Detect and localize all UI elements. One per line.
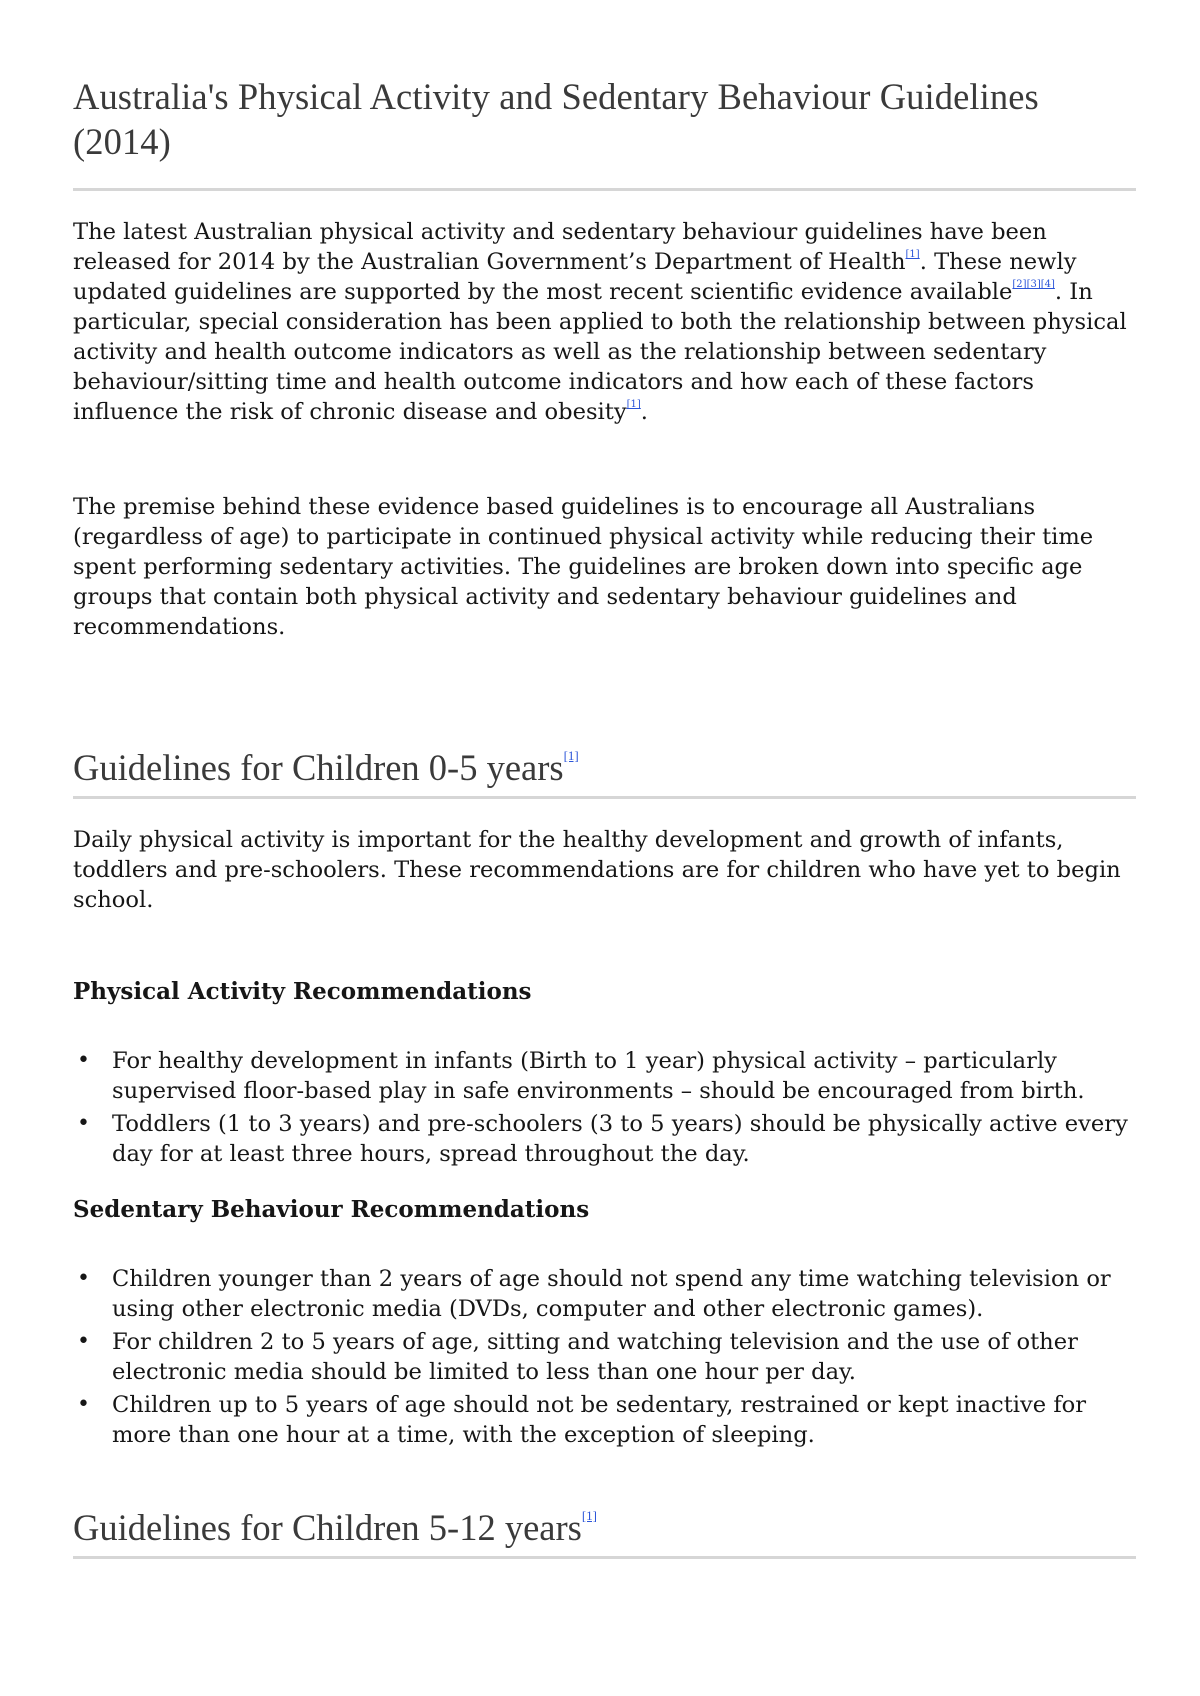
section-heading-children-0-5 (73, 745, 1136, 790)
list-item-text: Toddlers (1 to 3 years) and pre-schoolers (3 to 5 years) should be physically active every day for at least three hours, spread throughout the day. (112, 1111, 1128, 1167)
citation-link-2-3-4[interactable]: [2][3][4] (1012, 279, 1055, 290)
section-heading-children-5-12 (73, 1505, 1136, 1550)
intro-paragraph-2: The premise behind these evidence based guidelines is to encourage all Australians (regardless of age) to participate in continued physical activity while reducing their time spent performing sedentary activities. The guidelines are broken down into specific age groups that contain both physical activity and sedentary behaviour guidelines and recommendations. (73, 494, 1094, 640)
section-children-5-12 (73, 1505, 1136, 1559)
citation-link-section-2[interactable]: [1] (581, 1508, 598, 1523)
list-item (73, 1390, 1136, 1450)
intro-text-part-3: . In particular, special consideration has been applied to both the relationship between physical activity and health outcome indicators as well as the relationship between sedentary behaviour/sitting time and health outcome indicators and how each of these factors influence the risk of chronic disease and obesity (73, 279, 1127, 425)
title-divider (73, 188, 1136, 191)
list-item-text: Children younger than 2 years of age should not spend any time watching television or using other electronic media (DVDs, computer and other electronic games). (112, 1266, 1111, 1322)
list-item (73, 1109, 1136, 1169)
section-children-0-5 (73, 745, 1136, 1450)
physical-activity-list (73, 1046, 1136, 1169)
list-item-text: Children up to 5 years of age should not be sedentary, restrained or kept inactive for more than one hour at a time, with the exception of sleeping. (112, 1392, 1087, 1448)
section-intro-paragraph: Daily physical activity is important for the healthy development and growth of infants, toddlers and pre-schoolers. These recommendations are for children who have yet to begin school. (73, 827, 1121, 913)
section-divider-2 (73, 1556, 1136, 1559)
bullet-icon: • (77, 1392, 90, 1417)
intro-text-part-4: . (640, 399, 648, 425)
list-item (73, 1046, 1136, 1106)
page-title: Australia's Physical Activity and Sedentary Behaviour Guidelines (2014) (73, 76, 1039, 162)
bullet-icon: • (77, 1266, 90, 1291)
list-item-text: For healthy development in infants (Birth to 1 year) physical activity – particularly supervised floor-based play in safe environments – should be encouraged from birth. (112, 1048, 1085, 1104)
bullet-icon: • (77, 1048, 90, 1073)
section-heading-text: Guidelines for Children 5-12 years (73, 1507, 582, 1548)
bullet-icon: • (77, 1111, 90, 1136)
document-page (73, 0, 1136, 1559)
list-item (73, 1264, 1136, 1324)
sedentary-behaviour-list (73, 1264, 1136, 1450)
intro-text-part-2: . These newly updated guidelines are supported by the most recent scientific evidence available (73, 249, 1077, 305)
list-item (73, 1327, 1136, 1387)
citation-link-1b[interactable]: [1] (626, 399, 641, 410)
bullet-icon: • (77, 1329, 90, 1354)
citation-link-section-1[interactable]: [1] (563, 748, 579, 763)
section-divider-1 (73, 796, 1136, 799)
sedentary-behaviour-heading: Sedentary Behaviour Recommendations (73, 1196, 590, 1223)
citation-link-1[interactable]: [1] (905, 249, 920, 260)
section-heading-text: Guidelines for Children 0-5 years (73, 747, 564, 788)
intro-paragraph-1 (73, 217, 1136, 427)
list-item-text: For children 2 to 5 years of age, sitting and watching television and the use of other electronic media should be limited to less than one hour per day. (112, 1329, 1078, 1385)
physical-activity-heading: Physical Activity Recommendations (73, 978, 532, 1005)
intro-text-part-1: The latest Australian physical activity and sedentary behaviour guidelines have been released for 2014 by the Australian Government’s Department of Health (73, 219, 1047, 275)
